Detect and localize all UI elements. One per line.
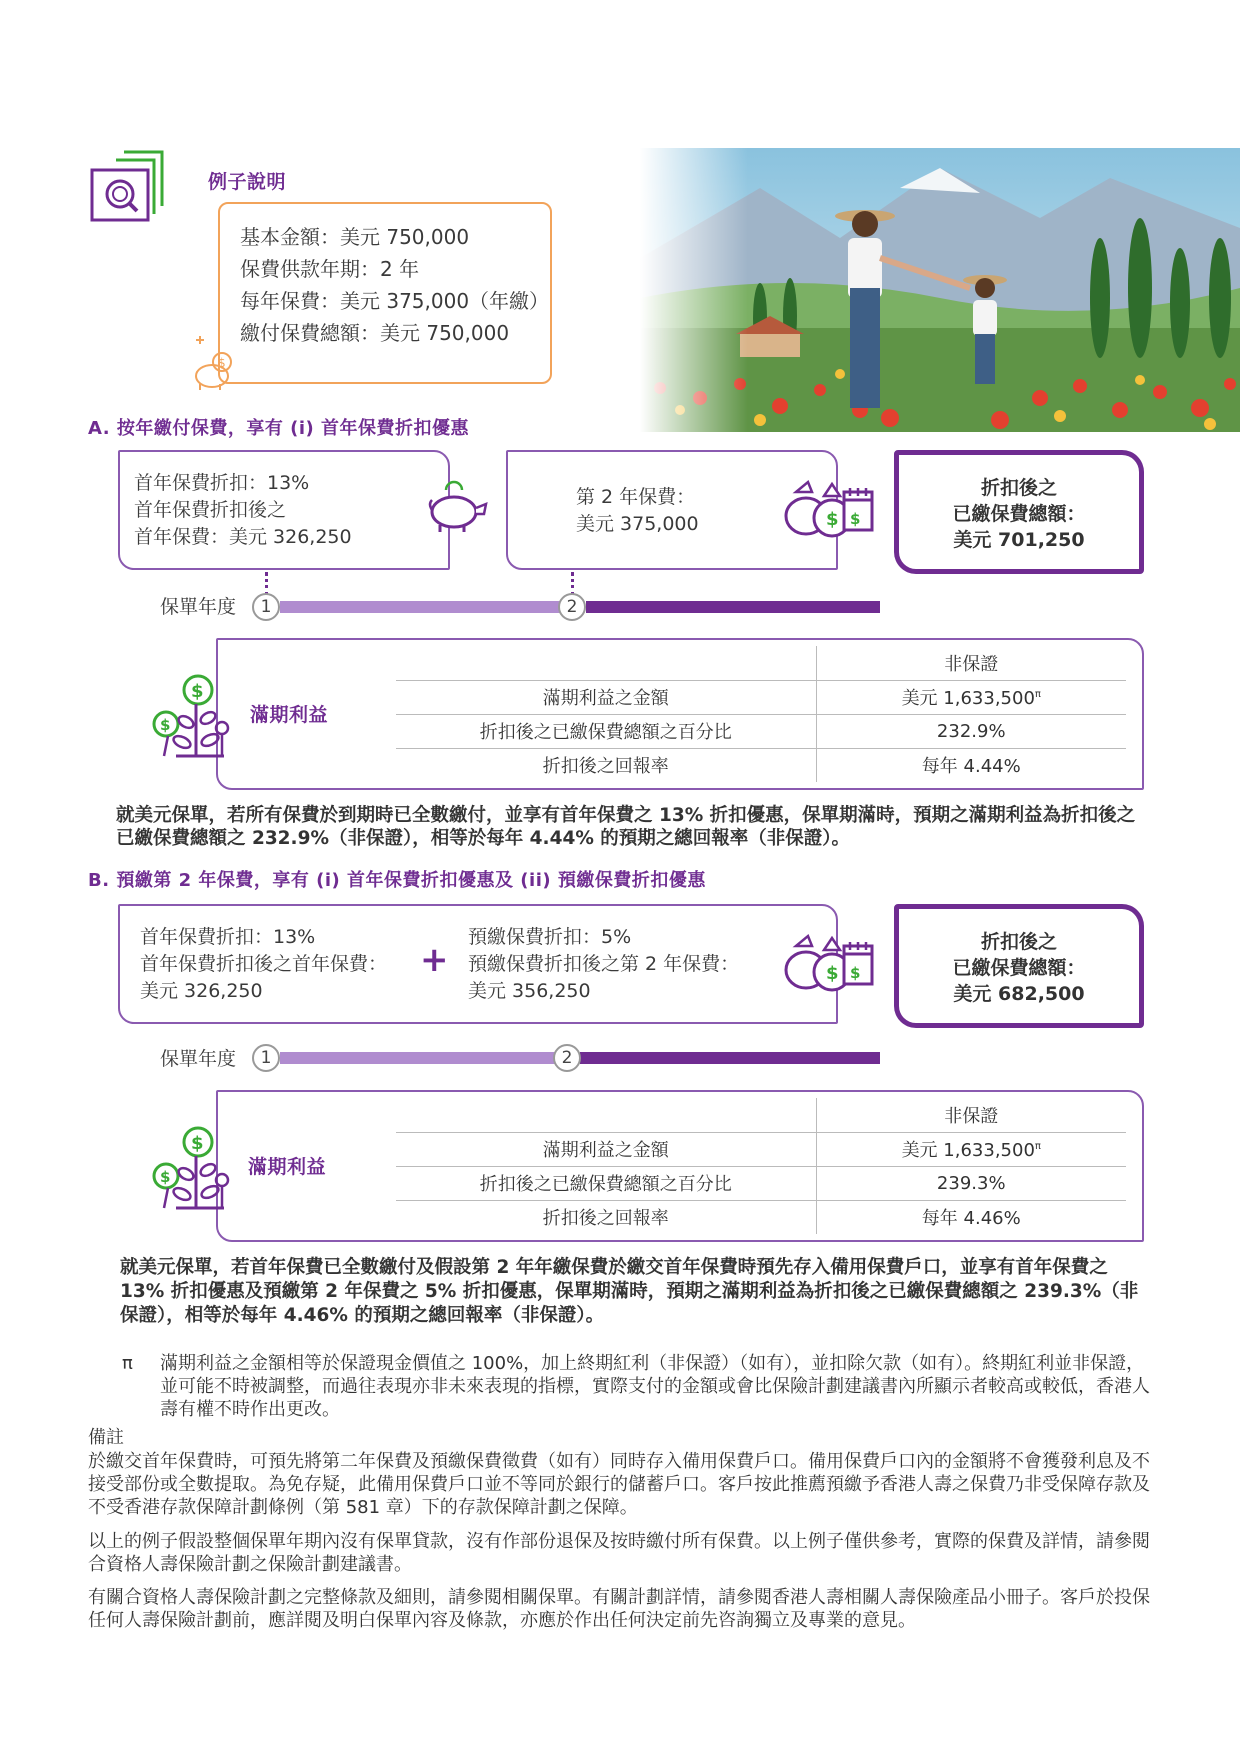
example-line-2: 保費供款年期：2 年 [240, 257, 420, 281]
piggy-coin-icon [190, 332, 238, 390]
example-line-4: 繳付保費總額：美元 750,000 [240, 321, 510, 345]
money-tree-icon [146, 672, 238, 762]
money-bags-calendar-icon [782, 932, 876, 992]
b-total-line-2: 已繳保費總額： [952, 957, 1086, 979]
footnote-symbol: π [122, 1353, 133, 1374]
a-row-1-value: 美元 1,633,500 [901, 688, 1035, 709]
b-row-1-value: 美元 1,633,500 [901, 1140, 1035, 1161]
svg-text:$: $ [160, 1168, 171, 1186]
b-row-1-sup: π [1034, 1141, 1041, 1152]
b-row-1-value-cell [816, 1132, 1126, 1166]
a-row-1-sup: π [1034, 689, 1041, 700]
a-maturity-table [396, 646, 1126, 782]
svg-text:$: $ [218, 356, 226, 370]
remarks-paragraph-3: 有關合資格人壽保險計劃之完整條款及細則，請參閱相關保單。有關計劃詳情，請參閱香港人壽相關人壽保險產品小冊子。客戶於投保任何人壽保險計劃前，應詳閱及明白保單內容及條款，亦應於作出任何決定前先咨詢獨立及專業的意見。 [88, 1587, 1150, 1631]
b-row-2-label: 折扣後之已繳保費總額之百分比 [396, 1166, 816, 1200]
section-b-title: B. 預繳第 2 年保費，享有 (i) 首年保費折扣優惠及 (ii) 預繳保費折扣優惠 [88, 870, 706, 891]
example-line-3: 每年保費：美元 375,000（年繳） [240, 289, 550, 313]
b-row-3-label: 折扣後之回報率 [396, 1200, 816, 1234]
b-row-2-value: 239.3% [816, 1166, 1126, 1200]
b-total-line-1: 折扣後之 [980, 931, 1057, 953]
a-row-2-value: 232.9% [816, 714, 1126, 748]
b-box1b-line-1: 預繳保費折扣：5% [468, 926, 632, 948]
a-table-header: 非保證 [944, 653, 999, 675]
family-painting-image [640, 148, 1240, 432]
a-timeline-bar-1 [280, 601, 570, 613]
b-maturity-label: 滿期利益 [248, 1156, 327, 1178]
b-row-1-label: 滿期利益之金額 [396, 1132, 816, 1166]
svg-text:$: $ [850, 510, 861, 528]
b-box1b-line-3: 美元 356,250 [468, 980, 591, 1002]
section-a-total-box [894, 450, 1144, 574]
a-total-line-1: 折扣後之 [980, 477, 1057, 499]
b-table-header: 非保證 [944, 1105, 999, 1127]
b-box1a-line-3: 美元 326,250 [140, 980, 263, 1002]
b-policy-year-label: 保單年度 [160, 1048, 237, 1070]
a-timeline-bar-2 [586, 601, 880, 613]
piggy-bank-icon [426, 480, 490, 536]
a-total-line-2: 已繳保費總額： [952, 503, 1086, 525]
table-row [396, 680, 1126, 714]
a-year-2-marker: 2 [558, 593, 586, 621]
a-row-1-value-cell [816, 680, 1126, 714]
footnote-text: 滿期利益之金額相等於保證現金價值之 100%，加上終期紅利（非保證）（如有），並扣除欠款（如有）。終期紅利並非保證，並可能不時被調整，而過往表現亦非未來表現的指標，實際支付的金額或會比保險計劃建議書內所顯示者較高或較低，香港人壽有權不時作出更改。 [160, 1353, 1150, 1420]
remarks-title: 備註 [88, 1427, 124, 1448]
table-row [396, 1166, 1126, 1200]
a-year-1-marker: 1 [252, 593, 280, 621]
money-bags-calendar-icon [782, 478, 876, 538]
svg-text:$: $ [160, 716, 171, 734]
remarks-paragraph-1: 於繳交首年保費時，可預先將第二年保費及預繳保費徵費（如有）同時存入備用保費戶口。備用保費戶口內的金額將不會獲發利息及不接受部份或全數提取。為免存疑，此備用保費戶口並不等同於銀行的儲蓄戶口。客戶按此推薦預繳予香港人壽之保費乃非受保障存款及不受香港存款保障計劃條例（第 581 章）下的存款保障計劃之保障。 [88, 1451, 1150, 1518]
a-box1-line-3: 首年保費：美元 326,250 [134, 526, 352, 548]
a-table-header-row [396, 646, 1126, 680]
a-row-1-label: 滿期利益之金額 [396, 680, 816, 714]
b-box1b-line-2: 預繳保費折扣後之第 2 年保費： [468, 953, 740, 975]
table-row [396, 1132, 1126, 1166]
table-row [396, 1200, 1126, 1234]
a-total-line-3: 美元 701,250 [953, 529, 1085, 551]
a-row-3-value: 每年 4.44% [816, 748, 1126, 782]
plus-icon: + [420, 940, 449, 980]
money-tree-icon [146, 1124, 238, 1214]
b-timeline-bar-1 [280, 1052, 564, 1064]
b-row-3-value: 每年 4.46% [816, 1200, 1126, 1234]
b-table-blank-cell [396, 1098, 816, 1132]
b-maturity-table [396, 1098, 1126, 1234]
b-box1a-line-1: 首年保費折扣：13% [140, 926, 316, 948]
b-year-2-marker: 2 [553, 1044, 581, 1072]
b-box1a-line-2: 首年保費折扣後之首年保費： [140, 953, 388, 975]
b-timeline-bar-2 [580, 1052, 880, 1064]
svg-text:$: $ [826, 509, 839, 530]
b-table-header-row [396, 1098, 1126, 1132]
a-box2-line-2: 美元 375,000 [576, 513, 699, 535]
section-b-note: 就美元保單，若首年保費已全數繳付及假設第 2 年年繳保費於繳交首年保費時預先存入備用保費戶口，並享有首年保費之 13% 折扣優惠及預繳第 2 年保費之 5% 折扣優惠，保單期滿時，預期之滿期利益為折扣後之已繳保費總額之 239.3%（非保證），相等於每年 4.46% 的預期之總回報率（非保證）。 [120, 1257, 1139, 1326]
section-a-title: A. 按年繳付保費，享有 (i) 首年保費折扣優惠 [88, 418, 470, 439]
a-box2-line-1: 第 2 年保費： [576, 486, 696, 508]
b-year-1-marker: 1 [252, 1044, 280, 1072]
table-row [396, 748, 1126, 782]
example-line-1: 基本金額：美元 750,000 [240, 225, 470, 249]
example-title: 例子說明 [208, 171, 287, 193]
a-maturity-label: 滿期利益 [250, 704, 329, 726]
b-total-line-3: 美元 682,500 [953, 983, 1085, 1005]
a-row-3-label: 折扣後之回報率 [396, 748, 816, 782]
remarks-paragraph-2: 以上的例子假設整個保單年期內沒有保單貸款，沒有作部份退保及按時繳付所有保費。以上例子僅供參考，實際的保費及詳情，請參閱合資格人壽保險計劃之保險計劃建議書。 [88, 1531, 1150, 1575]
a-policy-year-label: 保單年度 [160, 596, 237, 618]
svg-text:$: $ [191, 681, 204, 702]
table-row [396, 714, 1126, 748]
a-box1-line-1: 首年保費折扣：13% [134, 472, 310, 494]
svg-text:$: $ [826, 963, 839, 984]
section-b-total-box [894, 904, 1144, 1028]
a-table-blank-cell [396, 646, 816, 680]
a-box1-line-2: 首年保費折扣後之 [134, 499, 287, 521]
example-icon [88, 148, 166, 224]
section-a-note: 就美元保單，若所有保費於到期時已全數繳付，並享有首年保費之 13% 折扣優惠，保單期滿時，預期之滿期利益為折扣後之已繳保費總額之 232.9%（非保證），相等於每年 4.44% 的預期之總回報率（非保證）。 [116, 805, 1136, 849]
svg-text:$: $ [850, 964, 861, 982]
a-row-2-label: 折扣後之已繳保費總額之百分比 [396, 714, 816, 748]
svg-text:$: $ [191, 1133, 204, 1154]
